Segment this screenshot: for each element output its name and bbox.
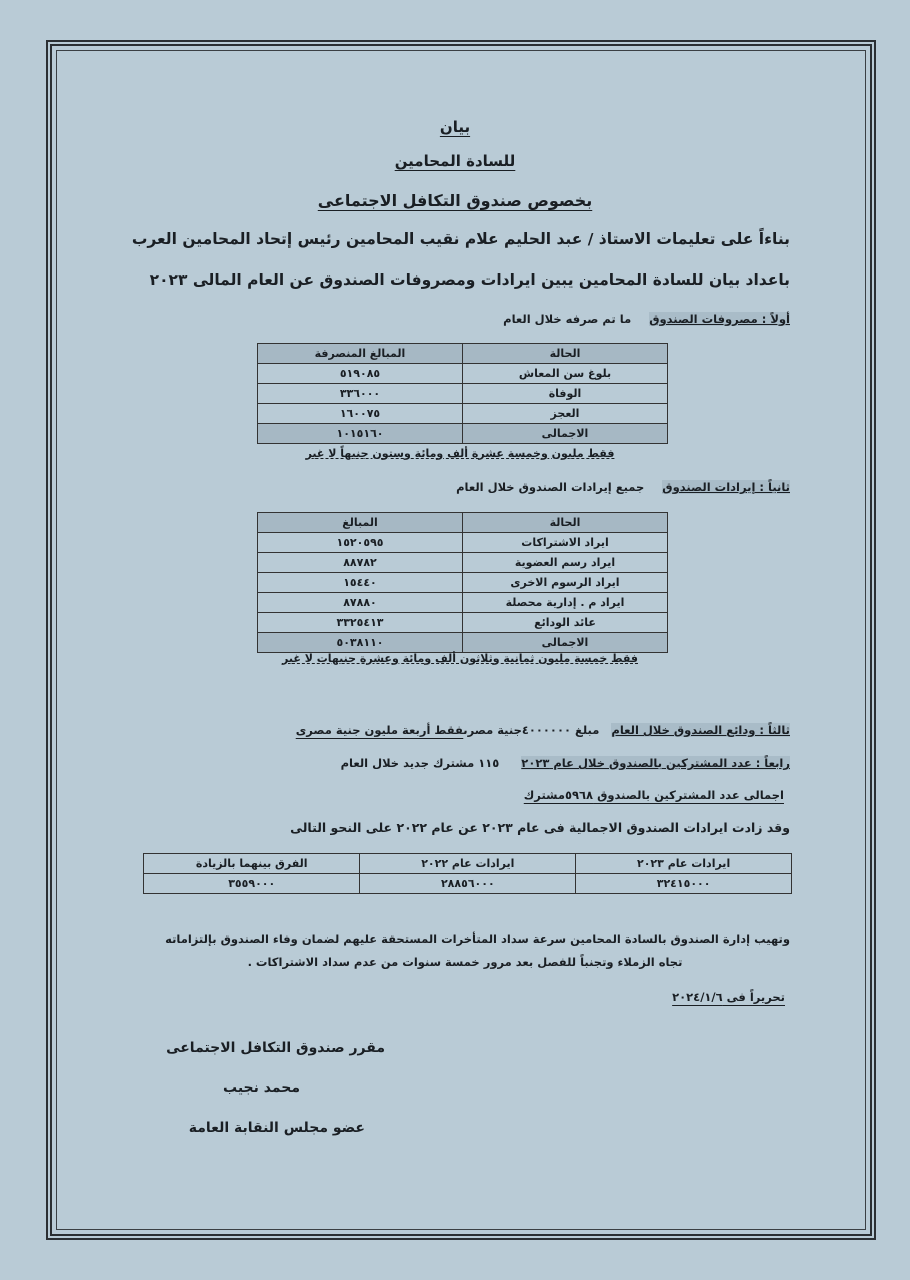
col-header: المبالغ المنصرفة xyxy=(258,344,463,364)
col-header: المبالغ xyxy=(258,513,463,533)
cell-status: ايراد رسم العضوية xyxy=(463,553,668,573)
revenues-heading xyxy=(456,480,790,494)
signature-title: مقرر صندوق التكافل الاجتماعى xyxy=(166,1040,385,1056)
revenue-2023: ٣٢٤١٥٠٠٠ xyxy=(576,874,792,894)
table-row xyxy=(258,364,668,384)
members-section xyxy=(341,756,790,770)
cell-amount: ٥١٩٠٨٥ xyxy=(258,364,463,384)
col-header: ايرادات عام ٢٠٢٣ xyxy=(576,854,792,874)
revenue-2022: ٢٨٨٥٦٠٠٠ xyxy=(360,874,576,894)
deposits-label: ثالثاً : ودائع الصندوق خلال العام xyxy=(611,723,790,737)
cell-status: بلوغ سن المعاش xyxy=(463,364,668,384)
cell-amount: ١٥٢٠٥٩٥ xyxy=(258,533,463,553)
table-row xyxy=(144,874,792,894)
revenue-difference: ٣٥٥٩٠٠٠ xyxy=(144,874,360,894)
signature-name: محمد نجيب xyxy=(223,1080,300,1096)
cell-status: الوفاة xyxy=(463,384,668,404)
table-row xyxy=(258,404,668,424)
members-total: اجمالى عدد المشتركين بالصندوق ٥٩٦٨مشترك xyxy=(523,788,784,802)
members-label: رابعاً : عدد المشتركين بالصندوق خلال عام ٢٠٢٣ xyxy=(521,756,790,770)
expenses-total-words: فقط مليون وخمسة عشرة ألف ومائة وستون جنيهاً لا غير xyxy=(305,447,615,460)
closing-line-1: وتهيب إدارة الصندوق بالسادة المحامين سرعة سداد المتأخرات المستحقة عليهم لضمان وفاء الصندوق بإلتزاماته xyxy=(165,932,790,946)
cell-status: ايراد الرسوم الاخرى xyxy=(463,573,668,593)
deposits-words: فقط أربعة مليون جنية مصرى xyxy=(295,723,464,737)
col-header: الحالة xyxy=(463,344,668,364)
revenues-table xyxy=(257,512,668,653)
deposits-section xyxy=(260,720,790,740)
cell-status: الاجمالى xyxy=(463,633,668,653)
cell-status: ايراد الاشتراكات xyxy=(463,533,668,553)
table-row xyxy=(258,613,668,633)
expenses-label: أولاً : مصروفات الصندوق xyxy=(649,312,790,326)
expenses-table xyxy=(257,343,668,444)
col-header: الحالة xyxy=(463,513,668,533)
cell-amount: ٨٨٧٨٢ xyxy=(258,553,463,573)
closing-line-2: تجاه الزملاء وتجنباً للفصل بعد مرور خمسة سنوات من عدم سداد الاشتراكات . xyxy=(247,955,683,969)
table-row xyxy=(258,593,668,613)
doc-title: بيان xyxy=(439,118,471,136)
doc-addressee: للسادة المحامين xyxy=(394,152,516,170)
cell-status: ايراد م . إدارية محصلة xyxy=(463,593,668,613)
table-row xyxy=(258,533,668,553)
col-header: الفرق بينهما بالزيادة xyxy=(144,854,360,874)
revenues-total-words: فقط خمسة مليون ثمانية وثلاثون ألف ومائة وعشرة جنيهات لا غير xyxy=(282,652,638,665)
cell-status: العجز xyxy=(463,404,668,424)
signature-role: عضو مجلس النقابة العامة xyxy=(188,1120,365,1136)
doc-subject: بخصوص صندوق التكافل الاجتماعى xyxy=(317,191,593,210)
comparison-table xyxy=(143,853,792,894)
intro-line-2: باعداد بيان للسادة المحامين يبين ايرادات ومصروفات الصندوق عن العام المالى ٢٠٢٣ xyxy=(149,271,790,289)
col-header: ايرادات عام ٢٠٢٢ xyxy=(360,854,576,874)
table-row xyxy=(258,384,668,404)
revenues-label: ثانياً : إيرادات الصندوق xyxy=(662,480,790,494)
expenses-heading xyxy=(503,312,790,326)
cell-amount: ٥٠٣٨١١٠ xyxy=(258,633,463,653)
table-row xyxy=(258,573,668,593)
cell-amount: ١٠١٥١٦٠ xyxy=(258,424,463,444)
cell-amount: ٣٣٦٠٠٠ xyxy=(258,384,463,404)
cell-amount: ١٥٤٤٠ xyxy=(258,573,463,593)
deposits-amount: مبلغ ٤٠٠٠٠٠٠جنية مصرى xyxy=(463,723,600,737)
members-new: ١١٥ مشترك جديد خلال العام xyxy=(340,756,500,770)
total-row xyxy=(258,424,668,444)
cell-amount: ٨٧٨٨٠ xyxy=(258,593,463,613)
comparison-intro: وقد زادت ايرادات الصندوق الاجمالية فى عام ٢٠٢٣ عن عام ٢٠٢٢ على النحو التالى xyxy=(290,820,790,835)
intro-line-1: بناءاً على تعليمات الاستاذ / عبد الحليم علام نقيب المحامين رئيس إتحاد المحامين العرب xyxy=(131,230,790,248)
cell-status: عائد الودائع xyxy=(463,613,668,633)
issue-date: تحريراً فى ٢٠٢٤/١/٦ xyxy=(672,990,785,1004)
revenues-desc: جميع إيرادات الصندوق خلال العام xyxy=(456,480,645,494)
expenses-desc: ما تم صرفه خلال العام xyxy=(503,312,632,326)
cell-amount: ٣٣٢٥٤١٣ xyxy=(258,613,463,633)
table-row xyxy=(258,553,668,573)
cell-status: الاجمالى xyxy=(463,424,668,444)
cell-amount: ١٦٠٠٧٥ xyxy=(258,404,463,424)
total-row xyxy=(258,633,668,653)
